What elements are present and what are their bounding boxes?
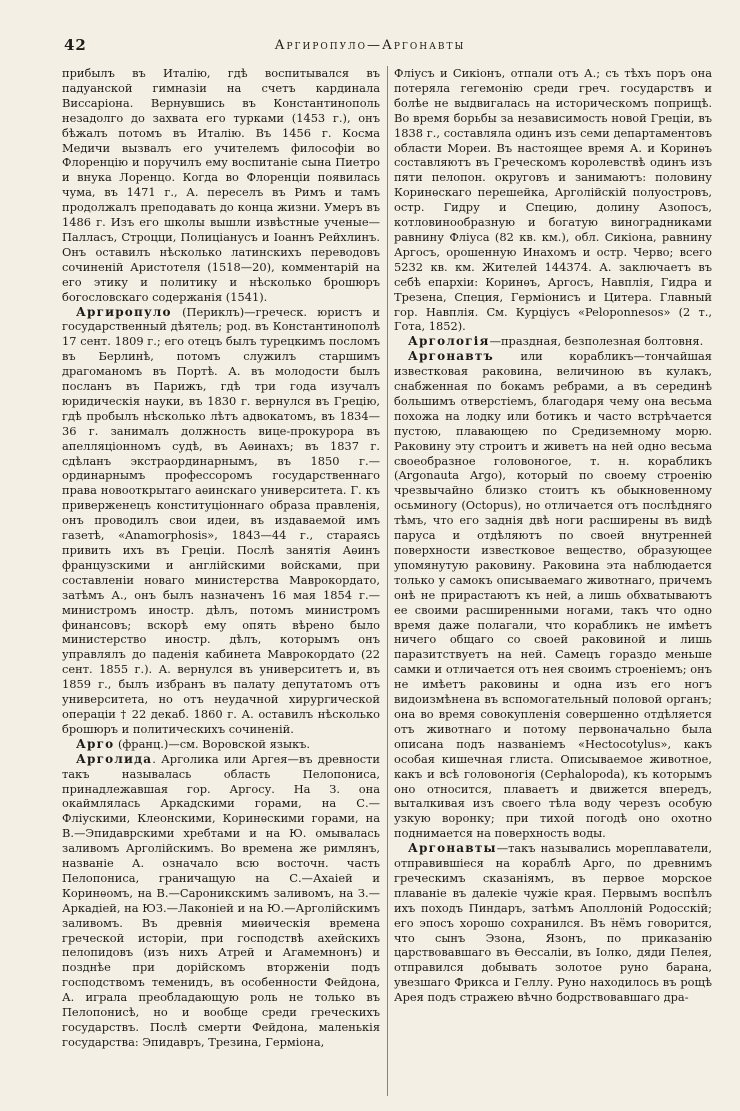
entry-text: Флiусъ и Сикіонъ, отпали отъ А.; съ тѣхъ поръ она потеряла гегемонію среди греч. государствъ и болѣе не выдвигалась на историческомъ поприщѣ. Во время борьбы за независимость новой Греціи, въ 1838 г., составляла одинъ изъ семи департаментовъ области Мореи. Въ настоящее время А. и Коринѳъ составляютъ въ Греческомъ королевствѣ одинъ изъ пяти пелопон. округовъ и занимаютъ: половину Коринѳскаго перешейка, Арголійскій полуостровъ, остр. Гидру и Специю, долину Азопосъ, котловинообразную и богатую виноградниками равнину Флiуса (82 кв. км.), обл. Сикіона, равнину Аргосъ, орошенную Инахомъ и остр. Черво; всего 5232 кв. км. Жителей 144374. А. заключаетъ въ себѣ епархіи: Коринѳъ, Аргосъ, Навплія, Гидра и Трезена, Специя, Герміонисъ и Цитера. Главный гор. Навплія. См. Курціусъ «Peloponnesos» (2 т., Гота, 1852). xyxy=(394,66,712,334)
page-header xyxy=(0,36,740,60)
entry-continuation xyxy=(62,66,380,305)
entry-argo xyxy=(62,737,380,752)
entry-argolida xyxy=(62,752,380,1050)
entry-argonavt xyxy=(394,349,712,841)
entry-continuation xyxy=(394,66,712,334)
entry-headword: Аргологія xyxy=(408,334,490,349)
entry-argiropulo xyxy=(62,305,380,737)
entry-headword: Арго xyxy=(76,736,115,751)
entry-headword: Аргонавтъ xyxy=(408,349,494,364)
entry-headword: Аргонавты xyxy=(408,841,497,856)
running-head: Аргиропуло—Аргонавты xyxy=(274,38,466,53)
entry-text: . Арголика или Аргея—въ древности такъ называлась область Пелопониса, принадлежавшая гор. Аргосу. На З. она окаймлялась Аркадскими горами, на С.—Флiускими, Клеонскими, Коринѳскими горами, на В.—Эпидаврскими хребтами и на Ю. омывалась заливомъ Арголійскимъ. Во времена же римлянъ, названіе А. означало всю восточн. часть Пелопониса, граничащую на С.—Ахаіей и Коринѳомъ, на В.—Сароникскимъ заливомъ, на З.—Аркадіей, на ЮЗ.—Лаконіей и на Ю.—Арголійскимъ заливомъ. Въ древнія миѳическія времена греческой исторіи, при господствѣ ахейскихъ пелопидовъ (изъ нихъ Атрей и Агамемнонъ) и позднѣе при дорійскомъ вторженіи подъ господствомъ теменидъ, въ особенности Фейдона, А. играла преобладающую роль не только въ Пелопонисѣ, но и вообще среди греческихъ государствъ. Послѣ смерти Фейдона, маленькія государства: Эпидавръ, Трезина, Герміона, xyxy=(62,751,380,1049)
entry-argonavty xyxy=(394,841,712,1005)
left-column xyxy=(62,66,380,1096)
entry-text: —праздная, безполезная болтовня. xyxy=(489,334,704,349)
entry-argologia xyxy=(394,334,712,349)
entry-text: или корабликъ—тончайшая известковая раковина, величиною въ кулакъ, снабженная по бокамъ ребрами, а въ серединѣ большимъ отверстіемъ, благодаря чему она весьма похожа на лодку или ботикъ и часто встрѣчается пустою, плавающею по Средиземному морю. Раковину эту строитъ и живетъ на ней одно весьма своеобразное головоногое, т. н. корабликъ (Argonauta Argo), который по своему строенію чрезвычайно близко стоитъ къ обыкновенному осьминогу (Octopus), но отличается отъ послѣдняго тѣмъ, что его заднія двѣ ноги расширены въ видѣ паруса и отдѣляютъ по своей внутренней поверхности известковое вещество, образующее упомянутую раковину. Раковина эта наблюдается только у самокъ описываемаго животнаго, причемъ онѣ не прирастаютъ къ ней, а лишь обхватываютъ ее своими расширенными ногами, такъ что одно время даже полагали, что корабликъ не имѣетъ ничего общаго со своей раковиной и лишь паразитствуетъ на ней. Самецъ гораздо меньше самки и отличается отъ нея своимъ строеніемъ; онъ не имѣетъ раковины и одна изъ его ногъ видоизмѣнена въ вспомогательный половой органъ; она во время совокупленія совершенно отдѣляется отъ животнаго и потому первоначально была описана подъ названіемъ «Hectocotylus», какъ особая кишечная глиста. Описываемое животное, какъ и всѣ головоногія (Cephalopoda), къ которымъ оно относится, плаваетъ и движется впередъ, выталкивая изъ своего тѣла воду черезъ особую узкую воронку; при тихой погодѣ оно охотно поднимается на поверхность воды. xyxy=(394,349,712,841)
entry-text: прибылъ въ Италію, гдѣ воспитывался въ падуанской гимназіи на счетъ кардинала Виссаріона. Вернувшись въ Константинополь незадолго до захвата его турками (1453 г.), онъ бѣжалъ потомъ въ Италію. Въ 1456 г. Косма Медичи вызвалъ его учителемъ философіи во Флоренцію и поручилъ ему воспитаніе сына Пиетро и внука Лоренцо. Когда во Флоренціи появилась чума, въ 1471 г., А. переселъ въ Римъ и тамъ продолжалъ преподавать до конца жизни. Умеръ въ 1486 г. Изъ его школы вышли извѣстные ученые—Палласъ, Строцци, Полиціанусъ и Іоаннъ Рейхлинъ. Онъ оставилъ нѣсколько латинскихъ переводовъ сочиненій Аристотеля (1518—20), комментарій на его этику и политику и нѣсколько брошюръ богословскаго содержанія (1541). xyxy=(62,66,380,304)
entry-text: —такъ назывались мореплаватели, отправившіеся на кораблѣ Арго, по древнимъ греческимъ сказаніямъ, въ первое морское плаваніе въ далекіе чужіе края. Первымъ воспѣлъ ихъ походъ Пиндаръ, затѣмъ Аполлоній Родосскій; его эпосъ хорошо сохранился. Въ нёмъ говорится, что сынъ Эзона, Язонъ, по приказанію царствовавшаго въ Ѳессаліи, въ Іолко, дяди Пелея, отправился добывать золотое руно барана, увезшаго Фрикса и Геллу. Руно находилось въ рощѣ Арея подъ стражею вѣчно бодрствовавшаго дра- xyxy=(394,841,712,1005)
entry-text: (франц.)—см. Воровской языкъ. xyxy=(114,736,311,751)
entry-headword: Арголида xyxy=(76,751,153,766)
right-column xyxy=(394,66,712,1096)
entry-text: (Периклъ)—греческ. юристъ и государственный дѣятель; род. въ Константинополѣ 17 сент. 1809 г.; его отецъ былъ турецкимъ посломъ въ Берлинѣ, потомъ служилъ старшимъ драгоманомъ въ Портѣ. А. въ молодости былъ посланъ въ Парижъ, гдѣ три года изучалъ юридическія науки, въ 1830 г. вернулся въ Грецію, гдѣ пробылъ нѣсколько лѣтъ адвокатомъ, въ 1834—36 г. занималъ должность вице-прокурора въ апелляціонномъ судѣ, въ Аѳинахъ; въ 1837 г. сдѣланъ экстраординарнымъ, въ 1850 г.—ординарнымъ профессоромъ государственнаго права новооткрытаго аѳинскаго университета. Г. къ приверженецъ конституціоннаго образа правленія, онъ проводилъ свои идеи, въ издаваемой имъ газетѣ, «Anamorphosis», 1843—44 г., стараясь привить ихъ въ Греціи. Послѣ занятія Аѳинъ французскими и англійскими войсками, при составленіи новаго министерства Маврокордато, затѣмъ А., онъ былъ назначенъ 16 мая 1854 г.—министромъ иностр. дѣлъ, потомъ министромъ финансовъ; вскорѣ ему опять вѣрено было министерство иностр. дѣлъ, которымъ онъ управлялъ до паденія кабинета Маврокордато (22 сент. 1855 г.). А. вернулся въ университетъ и, въ 1859 г., былъ избранъ въ палату депутатомъ отъ университета, но отъ неудачной хирургической операціи † 22 декаб. 1860 г. А. оставилъ нѣсколько брошюръ и политическихъ сочиненій. xyxy=(62,304,380,736)
page-number: 42 xyxy=(64,36,87,54)
entry-headword: Аргиропуло xyxy=(76,304,172,319)
column-divider xyxy=(387,66,388,1096)
